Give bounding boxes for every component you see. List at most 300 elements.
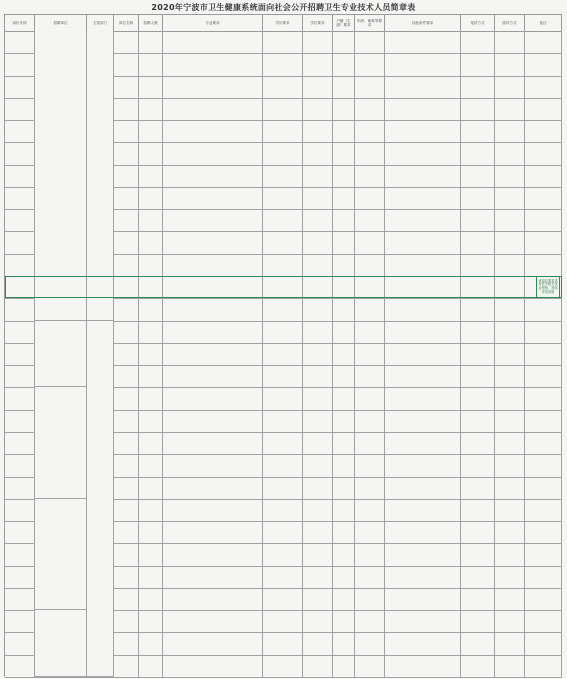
table-cell[interactable]	[525, 566, 562, 588]
table-cell[interactable]	[385, 76, 461, 98]
header-cell[interactable]: 其他条件要求	[385, 15, 461, 31]
table-cell[interactable]	[114, 387, 139, 409]
table-cell[interactable]	[5, 387, 35, 409]
table-cell[interactable]	[333, 76, 355, 98]
table-cell[interactable]	[114, 432, 139, 454]
table-cell[interactable]	[263, 543, 303, 565]
table-cell[interactable]	[385, 454, 461, 476]
table-cell[interactable]	[385, 588, 461, 610]
table-cell[interactable]	[385, 254, 461, 276]
table-cell[interactable]	[333, 499, 355, 521]
table-cell[interactable]	[385, 477, 461, 499]
table-cell[interactable]	[385, 521, 461, 543]
table-cell[interactable]	[303, 165, 333, 187]
table-cell[interactable]	[495, 588, 525, 610]
table-cell[interactable]	[114, 231, 139, 253]
table-cell[interactable]	[385, 387, 461, 409]
table-cell[interactable]	[333, 31, 355, 53]
table-cell[interactable]	[163, 53, 263, 75]
table-cell[interactable]	[385, 432, 461, 454]
table-cell[interactable]	[163, 521, 263, 543]
table-cell[interactable]	[303, 254, 333, 276]
table-cell[interactable]	[5, 632, 35, 654]
table-cell[interactable]	[355, 76, 385, 98]
table-cell[interactable]	[163, 276, 263, 298]
table-cell[interactable]	[355, 165, 385, 187]
table-cell[interactable]	[525, 31, 562, 53]
table-cell[interactable]	[163, 610, 263, 632]
table-cell[interactable]	[525, 321, 562, 343]
table-cell[interactable]	[163, 632, 263, 654]
table-cell[interactable]	[263, 53, 303, 75]
table-cell[interactable]	[525, 365, 562, 387]
table-cell[interactable]	[263, 98, 303, 120]
table-cell[interactable]	[5, 31, 35, 53]
table-cell[interactable]	[355, 588, 385, 610]
table-cell[interactable]	[139, 254, 163, 276]
table-cell[interactable]	[163, 365, 263, 387]
table-cell[interactable]	[525, 477, 562, 499]
table-cell[interactable]	[355, 187, 385, 209]
table-cell[interactable]	[263, 142, 303, 164]
table-cell[interactable]	[495, 298, 525, 320]
header-cell[interactable]: 招聘单位	[35, 15, 87, 31]
table-cell[interactable]	[263, 432, 303, 454]
merged-cell[interactable]	[35, 387, 87, 498]
table-cell[interactable]	[333, 588, 355, 610]
table-cell[interactable]	[333, 120, 355, 142]
table-cell[interactable]	[461, 410, 495, 432]
table-cell[interactable]	[333, 566, 355, 588]
table-cell[interactable]	[461, 298, 495, 320]
table-cell[interactable]	[303, 521, 333, 543]
table-cell[interactable]	[114, 610, 139, 632]
table-cell[interactable]	[461, 655, 495, 677]
table-cell[interactable]	[333, 521, 355, 543]
table-cell[interactable]	[461, 454, 495, 476]
table-cell[interactable]	[263, 477, 303, 499]
table-cell[interactable]	[303, 477, 333, 499]
table-cell[interactable]	[163, 165, 263, 187]
table-cell[interactable]	[263, 76, 303, 98]
table-cell[interactable]	[5, 365, 35, 387]
table-cell[interactable]	[495, 454, 525, 476]
table-cell[interactable]	[303, 187, 333, 209]
merged-cell[interactable]	[35, 31, 87, 321]
table-cell[interactable]	[333, 343, 355, 365]
table-cell[interactable]	[495, 365, 525, 387]
table-cell[interactable]	[303, 276, 333, 298]
table-cell[interactable]	[139, 477, 163, 499]
table-cell[interactable]	[525, 142, 562, 164]
table-cell[interactable]	[303, 655, 333, 677]
table-cell[interactable]	[525, 53, 562, 75]
table-cell[interactable]	[303, 632, 333, 654]
table-cell[interactable]	[263, 321, 303, 343]
table-cell[interactable]	[495, 387, 525, 409]
table-cell[interactable]	[333, 53, 355, 75]
table-cell[interactable]	[333, 610, 355, 632]
table-cell[interactable]	[263, 254, 303, 276]
table-cell[interactable]	[114, 365, 139, 387]
table-cell[interactable]	[525, 209, 562, 231]
table-cell[interactable]	[355, 521, 385, 543]
table-cell[interactable]	[163, 410, 263, 432]
table-cell[interactable]	[114, 521, 139, 543]
table-cell[interactable]	[303, 566, 333, 588]
header-cell[interactable]: 学历要求	[263, 15, 303, 31]
table-cell[interactable]	[355, 209, 385, 231]
table-cell[interactable]	[263, 521, 303, 543]
table-cell[interactable]	[495, 76, 525, 98]
table-cell[interactable]	[163, 187, 263, 209]
table-cell[interactable]	[461, 566, 495, 588]
table-cell[interactable]	[461, 120, 495, 142]
table-cell[interactable]	[461, 187, 495, 209]
table-cell[interactable]	[263, 343, 303, 365]
table-cell[interactable]	[385, 566, 461, 588]
table-cell[interactable]	[163, 499, 263, 521]
table-cell[interactable]	[303, 610, 333, 632]
table-cell[interactable]	[139, 632, 163, 654]
table-cell[interactable]	[495, 254, 525, 276]
table-cell[interactable]	[525, 343, 562, 365]
table-cell[interactable]	[5, 588, 35, 610]
table-cell[interactable]	[303, 410, 333, 432]
table-cell[interactable]	[385, 209, 461, 231]
table-cell[interactable]	[163, 543, 263, 565]
table-cell[interactable]	[5, 165, 35, 187]
table-cell[interactable]	[163, 432, 263, 454]
table-cell[interactable]	[139, 231, 163, 253]
table-cell[interactable]	[5, 432, 35, 454]
table-cell[interactable]	[139, 387, 163, 409]
table-cell[interactable]	[114, 276, 139, 298]
table-cell[interactable]	[495, 31, 525, 53]
table-cell[interactable]	[385, 231, 461, 253]
table-cell[interactable]	[139, 142, 163, 164]
table-cell[interactable]	[385, 98, 461, 120]
table-cell[interactable]	[355, 254, 385, 276]
table-cell[interactable]	[114, 120, 139, 142]
table-cell[interactable]	[461, 31, 495, 53]
table-cell[interactable]	[263, 165, 303, 187]
table-cell[interactable]	[461, 365, 495, 387]
table-cell[interactable]	[139, 343, 163, 365]
table-cell[interactable]	[5, 142, 35, 164]
table-cell[interactable]	[495, 477, 525, 499]
table-cell[interactable]	[385, 632, 461, 654]
table-cell[interactable]	[163, 120, 263, 142]
table-cell[interactable]	[385, 120, 461, 142]
table-cell[interactable]	[333, 543, 355, 565]
table-cell[interactable]	[495, 209, 525, 231]
table-cell[interactable]	[139, 543, 163, 565]
table-cell[interactable]	[355, 610, 385, 632]
table-cell[interactable]	[303, 432, 333, 454]
table-cell[interactable]	[495, 410, 525, 432]
table-cell[interactable]	[5, 187, 35, 209]
table-cell[interactable]	[525, 655, 562, 677]
table-cell[interactable]	[163, 477, 263, 499]
table-cell[interactable]	[385, 298, 461, 320]
table-cell[interactable]	[5, 499, 35, 521]
table-cell[interactable]	[5, 254, 35, 276]
table-cell[interactable]	[525, 588, 562, 610]
table-cell[interactable]	[355, 499, 385, 521]
table-cell[interactable]	[495, 655, 525, 677]
table-cell[interactable]	[333, 365, 355, 387]
table-cell[interactable]	[5, 321, 35, 343]
table-cell[interactable]	[303, 31, 333, 53]
table-cell[interactable]	[303, 98, 333, 120]
table-cell[interactable]	[385, 610, 461, 632]
table-cell[interactable]	[263, 298, 303, 320]
table-cell[interactable]	[139, 187, 163, 209]
table-cell[interactable]	[461, 165, 495, 187]
table-cell[interactable]	[461, 432, 495, 454]
table-cell[interactable]	[333, 387, 355, 409]
table-cell[interactable]	[139, 276, 163, 298]
table-cell[interactable]	[263, 655, 303, 677]
table-cell[interactable]	[163, 254, 263, 276]
table-cell[interactable]	[5, 231, 35, 253]
table-cell[interactable]	[263, 209, 303, 231]
table-cell[interactable]	[114, 343, 139, 365]
table-cell[interactable]	[303, 365, 333, 387]
table-cell[interactable]	[139, 209, 163, 231]
table-cell[interactable]	[461, 387, 495, 409]
table-cell[interactable]	[163, 31, 263, 53]
table-cell[interactable]	[461, 53, 495, 75]
table-cell[interactable]	[355, 432, 385, 454]
header-cell[interactable]: 笔试方式	[461, 15, 495, 31]
table-cell[interactable]	[263, 499, 303, 521]
table-cell[interactable]	[163, 588, 263, 610]
table-cell[interactable]	[5, 53, 35, 75]
table-cell[interactable]	[333, 298, 355, 320]
table-cell[interactable]	[461, 632, 495, 654]
table-cell[interactable]	[139, 521, 163, 543]
table-cell[interactable]	[303, 454, 333, 476]
table-cell[interactable]	[114, 566, 139, 588]
merged-cell[interactable]	[87, 31, 114, 321]
table-cell[interactable]	[5, 477, 35, 499]
table-cell[interactable]	[139, 298, 163, 320]
table-cell[interactable]	[139, 499, 163, 521]
table-cell[interactable]	[303, 543, 333, 565]
table-cell[interactable]	[495, 432, 525, 454]
table-cell[interactable]	[525, 454, 562, 476]
table-cell[interactable]	[461, 588, 495, 610]
table-cell[interactable]	[495, 120, 525, 142]
table-cell[interactable]	[333, 454, 355, 476]
table-cell[interactable]	[263, 610, 303, 632]
table-cell[interactable]	[114, 477, 139, 499]
table-cell[interactable]	[525, 298, 562, 320]
table-cell[interactable]	[263, 454, 303, 476]
table-cell[interactable]	[461, 499, 495, 521]
table-cell[interactable]	[114, 298, 139, 320]
table-cell[interactable]	[5, 454, 35, 476]
table-cell[interactable]	[263, 187, 303, 209]
table-cell[interactable]	[114, 98, 139, 120]
table-cell[interactable]	[139, 53, 163, 75]
table-cell[interactable]	[385, 321, 461, 343]
table-cell[interactable]	[303, 120, 333, 142]
table-cell[interactable]	[355, 632, 385, 654]
header-cell[interactable]: 面试方式	[495, 15, 525, 31]
table-cell[interactable]	[385, 53, 461, 75]
table-cell[interactable]	[114, 588, 139, 610]
table-cell[interactable]	[355, 298, 385, 320]
table-cell[interactable]	[355, 387, 385, 409]
table-cell[interactable]	[139, 31, 163, 53]
table-cell[interactable]	[355, 343, 385, 365]
table-cell[interactable]	[385, 165, 461, 187]
table-cell[interactable]	[355, 142, 385, 164]
table-cell[interactable]	[461, 98, 495, 120]
table-cell[interactable]	[303, 321, 333, 343]
header-cell[interactable]: 户籍（生源）要求	[333, 15, 355, 31]
table-cell[interactable]	[385, 343, 461, 365]
table-cell[interactable]	[495, 610, 525, 632]
table-cell[interactable]	[495, 142, 525, 164]
table-cell[interactable]	[333, 655, 355, 677]
table-cell[interactable]	[461, 343, 495, 365]
table-cell[interactable]	[385, 655, 461, 677]
table-cell[interactable]	[355, 31, 385, 53]
table-cell[interactable]	[5, 120, 35, 142]
table-cell[interactable]	[461, 142, 495, 164]
table-cell[interactable]	[385, 31, 461, 53]
table-cell[interactable]	[114, 543, 139, 565]
table-cell[interactable]	[333, 321, 355, 343]
table-cell[interactable]	[461, 76, 495, 98]
table-cell[interactable]	[5, 276, 35, 298]
table-cell[interactable]	[333, 276, 355, 298]
table-cell[interactable]	[333, 254, 355, 276]
table-cell[interactable]	[333, 477, 355, 499]
table-cell[interactable]	[5, 209, 35, 231]
table-cell[interactable]	[355, 276, 385, 298]
table-cell[interactable]	[263, 276, 303, 298]
table-cell[interactable]	[333, 165, 355, 187]
table-cell[interactable]	[385, 187, 461, 209]
table-cell[interactable]	[163, 142, 263, 164]
table-cell[interactable]	[525, 521, 562, 543]
table-cell[interactable]	[525, 410, 562, 432]
table-cell[interactable]	[303, 387, 333, 409]
table-cell[interactable]	[355, 655, 385, 677]
table-cell[interactable]	[303, 588, 333, 610]
table-cell[interactable]	[303, 298, 333, 320]
table-cell[interactable]	[355, 543, 385, 565]
table-cell[interactable]	[333, 142, 355, 164]
table-cell[interactable]	[263, 632, 303, 654]
table-cell[interactable]	[495, 321, 525, 343]
table-cell[interactable]	[303, 499, 333, 521]
table-cell[interactable]	[5, 343, 35, 365]
table-cell[interactable]	[333, 410, 355, 432]
table-cell[interactable]	[114, 321, 139, 343]
table-cell[interactable]	[114, 209, 139, 231]
table-cell[interactable]	[461, 543, 495, 565]
table-cell[interactable]	[263, 365, 303, 387]
header-cell[interactable]: 备注	[525, 15, 562, 31]
table-cell[interactable]	[163, 566, 263, 588]
table-cell[interactable]	[385, 276, 461, 298]
table-cell[interactable]	[525, 120, 562, 142]
table-cell[interactable]	[333, 187, 355, 209]
table-cell[interactable]	[139, 365, 163, 387]
table-cell[interactable]	[495, 98, 525, 120]
merged-cell[interactable]	[35, 610, 87, 677]
table-cell[interactable]	[461, 477, 495, 499]
table-cell[interactable]	[114, 76, 139, 98]
table-cell[interactable]	[163, 231, 263, 253]
table-cell[interactable]	[461, 209, 495, 231]
table-cell[interactable]	[525, 187, 562, 209]
table-cell[interactable]	[163, 76, 263, 98]
table-cell[interactable]	[355, 477, 385, 499]
table-cell[interactable]	[114, 655, 139, 677]
table-cell[interactable]	[263, 31, 303, 53]
table-cell[interactable]	[263, 588, 303, 610]
table-cell[interactable]	[355, 365, 385, 387]
table-cell[interactable]	[139, 76, 163, 98]
table-cell[interactable]	[303, 53, 333, 75]
table-cell[interactable]	[139, 432, 163, 454]
table-cell[interactable]	[495, 165, 525, 187]
table-cell[interactable]	[263, 231, 303, 253]
table-cell[interactable]	[495, 499, 525, 521]
table-cell[interactable]	[263, 120, 303, 142]
table-cell[interactable]	[5, 610, 35, 632]
table-cell[interactable]	[525, 499, 562, 521]
table-cell[interactable]	[114, 142, 139, 164]
table-cell[interactable]	[303, 142, 333, 164]
table-cell[interactable]	[385, 142, 461, 164]
table-cell[interactable]	[263, 387, 303, 409]
table-cell[interactable]	[461, 521, 495, 543]
selected-note-cell[interactable]: 该岗位要求具有医学相关执业资格，具体详见说明	[536, 276, 560, 298]
table-cell[interactable]	[163, 387, 263, 409]
table-cell[interactable]	[525, 254, 562, 276]
table-cell[interactable]	[139, 566, 163, 588]
table-cell[interactable]	[355, 53, 385, 75]
table-cell[interactable]	[114, 454, 139, 476]
table-cell[interactable]	[385, 499, 461, 521]
table-cell[interactable]	[495, 53, 525, 75]
table-cell[interactable]	[355, 410, 385, 432]
table-cell[interactable]	[355, 98, 385, 120]
table-cell[interactable]	[525, 231, 562, 253]
table-cell[interactable]	[114, 499, 139, 521]
table-cell[interactable]	[139, 410, 163, 432]
table-cell[interactable]	[525, 165, 562, 187]
table-cell[interactable]	[263, 566, 303, 588]
table-cell[interactable]	[114, 31, 139, 53]
table-cell[interactable]	[525, 543, 562, 565]
table-cell[interactable]	[333, 632, 355, 654]
header-cell[interactable]: 招聘人数	[139, 15, 163, 31]
table-cell[interactable]	[355, 454, 385, 476]
table-cell[interactable]	[495, 632, 525, 654]
table-cell[interactable]	[355, 321, 385, 343]
table-cell[interactable]	[263, 410, 303, 432]
table-cell[interactable]	[525, 610, 562, 632]
